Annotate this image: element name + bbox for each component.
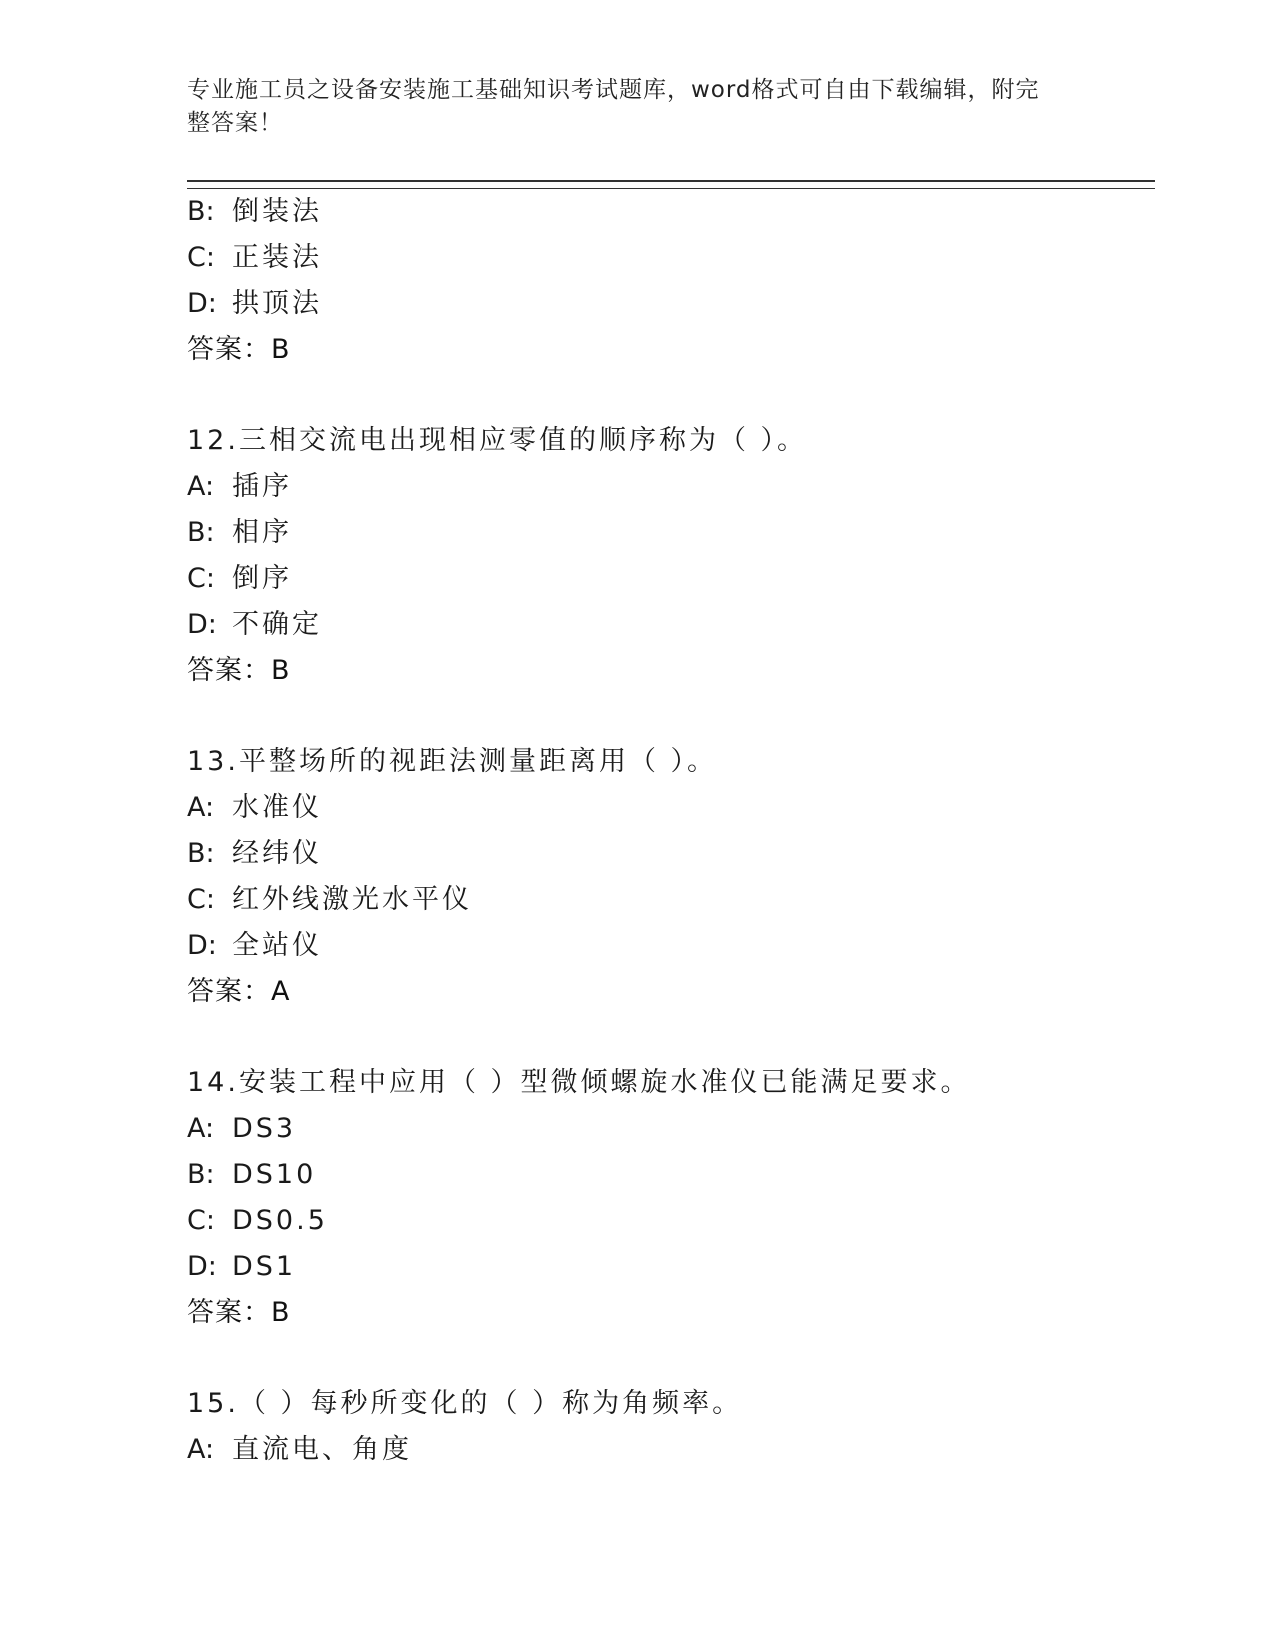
option-label: D: [187,288,217,319]
option-label: B: [187,517,215,548]
question-stem: 15.（ ）每秒所变化的（ ）称为角频率。 [187,1388,743,1419]
option-row [187,288,322,320]
option-label: D: [187,930,217,961]
option-label: C: [187,242,215,273]
option-label: B: [187,1159,215,1190]
option-row [187,792,322,824]
option-row [187,1113,296,1145]
header-text-line-1: 专业施工员之设备安装施工基础知识考试题库，word格式可自由下载编辑，附完 [187,77,1040,103]
option-text: DS1 [232,1251,297,1282]
option-text: 倒装法 [232,196,322,227]
option-text: 红外线激光水平仪 [232,884,472,915]
option-label: A: [187,1434,215,1465]
option-label: C: [187,563,215,594]
option-text: DS3 [232,1113,297,1144]
option-text: 插序 [232,471,292,502]
option-row [187,838,322,870]
option-row [187,1251,296,1283]
option-text: 经纬仪 [232,838,322,869]
option-text: 直流电、角度 [232,1434,412,1465]
option-text: DS10 [232,1159,317,1190]
question-stem: 12.三相交流电出现相应零值的顺序称为（ ）。 [187,425,808,456]
option-row [187,1159,316,1191]
option-label: A: [187,1113,215,1144]
answer-line: 答案：B [187,1297,291,1328]
option-text: 全站仪 [232,930,322,961]
answer-line: 答案：B [187,655,291,686]
option-label: A: [187,792,215,823]
option-row [187,517,292,549]
option-text: 倒序 [232,563,292,594]
option-row [187,563,292,595]
option-text: 不确定 [232,609,322,640]
option-text: 水准仪 [232,792,322,823]
option-label: D: [187,609,217,640]
answer-line: 答案：A [187,976,291,1007]
option-text: DS0.5 [232,1205,328,1236]
option-row [187,884,472,916]
option-row [187,1205,328,1237]
option-label: A: [187,471,215,502]
option-row [187,471,292,503]
question-stem: 13.平整场所的视距法测量距离用（ ）。 [187,746,718,777]
option-row [187,930,322,962]
header-divider [187,180,1155,189]
page-header [187,74,1087,140]
option-text: 正装法 [232,242,322,273]
answer-line: 答案：B [187,334,291,365]
option-row [187,1434,412,1466]
option-label: B: [187,196,215,227]
option-text: 拱顶法 [232,288,322,319]
option-label: B: [187,838,215,869]
option-label: D: [187,1251,217,1282]
option-row [187,609,322,641]
question-stem: 14.安装工程中应用（ ）型微倾螺旋水准仪已能满足要求。 [187,1067,971,1098]
option-row [187,242,322,274]
option-label: C: [187,884,215,915]
option-text: 相序 [232,517,292,548]
header-text-line-2: 整答案！ [187,110,283,136]
option-label: C: [187,1205,215,1236]
option-row [187,196,322,228]
